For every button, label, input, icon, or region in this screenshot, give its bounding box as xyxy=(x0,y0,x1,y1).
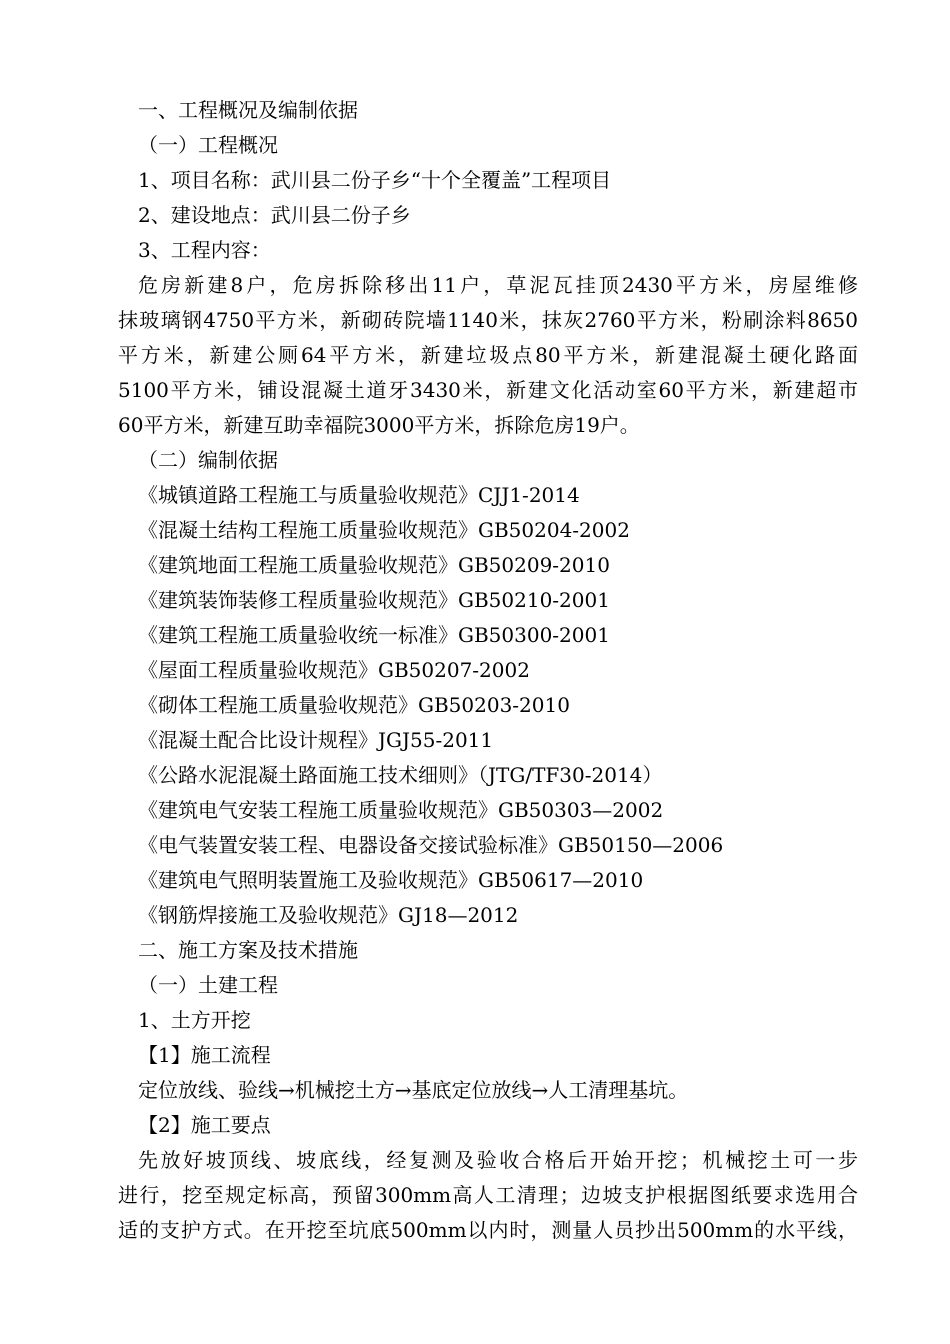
standard-item: 《屋面工程质量验收规范》GB50207-2002 xyxy=(138,658,530,682)
content-paragraph-line: 平方米，新建公厕64平方米，新建垃圾点80平方米，新建混凝土硬化路面 xyxy=(118,343,858,367)
subsection-heading-overview: （一）工程概况 xyxy=(138,133,278,157)
standard-item: 《电气装置安装工程、电器设备交接试验标准》GB50150—2006 xyxy=(138,833,724,857)
content-paragraph-line: 抹玻璃钢4750平方米，新砌砖院墙1140米，抹灰2760平方米，粉刷涂料8650 xyxy=(118,308,858,332)
standard-item: 《建筑工程施工质量验收统一标准》GB50300-2001 xyxy=(138,623,610,647)
standard-item: 《建筑电气照明装置施工及验收规范》GB50617—2010 xyxy=(138,868,644,892)
standard-item: 《混凝土结构工程施工质量验收规范》GB50204-2002 xyxy=(138,518,630,542)
standard-item: 《公路水泥混凝土路面施工技术细则》（JTG/TF30-2014） xyxy=(138,763,663,787)
subsection-heading-basis: （二）编制依据 xyxy=(138,448,278,472)
standard-item: 《钢筋焊接施工及验收规范》GJ18—2012 xyxy=(138,903,519,927)
project-location-line: 2、建设地点：武川县二份子乡 xyxy=(138,203,411,227)
standard-item: 《砌体工程施工质量验收规范》GB50203-2010 xyxy=(138,693,570,717)
standard-item: 《建筑装饰装修工程质量验收规范》GB50210-2001 xyxy=(138,588,610,612)
content-paragraph-line: 60平方米，新建互助幸福院3000平方米，拆除危房19户。 xyxy=(118,413,640,437)
content-paragraph-line: 危房新建8户，危房拆除移出11户，草泥瓦挂顶2430平方米，房屋维修 xyxy=(138,273,858,297)
key-points-paragraph-line: 适的支护方式。在开挖至坑底500mm以内时，测量人员抄出500mm的水平线， xyxy=(118,1218,858,1242)
item-heading-process: 【1】施工流程 xyxy=(138,1043,271,1067)
standard-item: 《建筑电气安装工程施工质量验收规范》GB50303—2002 xyxy=(138,798,664,822)
item-heading-excavation: 1、土方开挖 xyxy=(138,1008,251,1032)
standard-item: 《混凝土配合比设计规程》JGJ55-2011 xyxy=(138,728,494,752)
item-heading-key-points: 【2】施工要点 xyxy=(138,1113,271,1137)
key-points-paragraph-line: 进行，挖至规定标高，预留300mm高人工清理；边坡支护根据图纸要求选用合 xyxy=(118,1183,858,1207)
content-paragraph-line: 5100平方米，铺设混凝土道牙3430米，新建文化活动室60平方米，新建超市 xyxy=(118,378,858,402)
section-heading-2: 二、施工方案及技术措施 xyxy=(138,938,358,962)
section-heading-1: 一、工程概况及编制依据 xyxy=(138,98,358,122)
subsection-heading-civil: （一）土建工程 xyxy=(138,973,278,997)
key-points-paragraph-line: 先放好坡顶线、坡底线，经复测及验收合格后开始开挖；机械挖土可一步 xyxy=(138,1148,858,1172)
standard-item: 《建筑地面工程施工质量验收规范》GB50209-2010 xyxy=(138,553,610,577)
process-flow-line: 定位放线、验线→机械挖土方→基底定位放线→人工清理基坑。 xyxy=(138,1078,689,1102)
project-content-label: 3、工程内容： xyxy=(138,238,271,262)
standard-item: 《城镇道路工程施工与质量验收规范》CJJ1-2014 xyxy=(138,483,580,507)
project-name-line: 1、项目名称：武川县二份子乡“十个全覆盖”工程项目 xyxy=(138,168,612,192)
